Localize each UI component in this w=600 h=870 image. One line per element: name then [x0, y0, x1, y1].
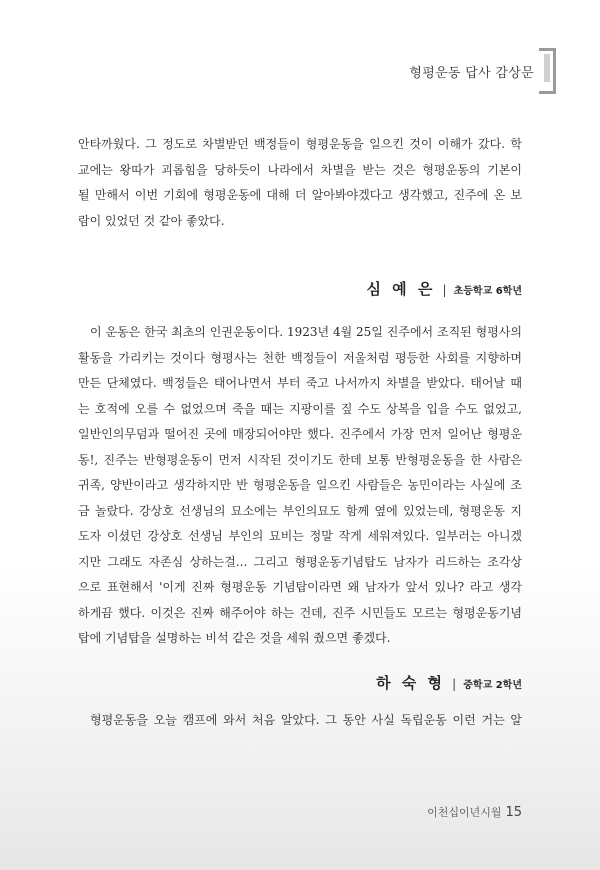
- page-number: 15: [505, 805, 522, 820]
- text-line: 람이 있었던 것 같아 좋았다.: [78, 213, 225, 228]
- text-line: 동!, 진주는 반형평운동이 먼저 시작된 것이기도 한데 보통 반형평운동을 한 사람은: [78, 452, 522, 467]
- text-line: 도자 이셨던 강상호 선생님 부인의 묘비는 정말 작게 세워져있다. 일부러는 아니겠: [78, 529, 522, 543]
- text-line: 이 운동은 한국 최초의 인권운동이다. 1923년 4월 25일 진주에서 조직된 형평사의: [90, 325, 522, 339]
- author-byline-2: [376, 672, 522, 693]
- author-name: 하 숙 형: [376, 674, 446, 692]
- essay-paragraph-3: [78, 708, 522, 734]
- author-byline-1: [366, 278, 522, 299]
- text-line: 지만 그래도 자존심 상하는걸... 그리고 형평운동기념탑도 남자가 리드하는 조각상: [78, 554, 522, 569]
- page-footer: [427, 804, 522, 820]
- essay-paragraph-2: [78, 320, 522, 652]
- text-line: 활동을 가리키는 것이다 형평사는 천한 백정들이 저울처럼 평등한 사회를 지향하며: [78, 350, 522, 365]
- byline-separator: |: [442, 283, 447, 297]
- running-header-title: 형평운동 답사 감상문: [409, 66, 534, 81]
- text-line: 될 만해서 이번 기회에 형평운동에 대해 더 알아봐야겠다고 생각했고, 진주에 온 보: [78, 188, 522, 202]
- text-line: 일반인의무덤과 떨어진 곳에 매장되어야만 했다. 진주에서 가장 먼저 일어난 형평운: [78, 427, 522, 441]
- text-line: 탑에 기념탑을 설명하는 비석 같은 것을 세워 줬으면 좋겠다.: [78, 631, 391, 645]
- text-line: 귀족, 양반이라고 생각하지만 반 형평운동을 일으킨 사람들은 농민이라는 사실에 조: [78, 478, 522, 492]
- text-line: 교에는 왕따가 괴롭힘을 당하듯이 나라에서 차별을 받는 것은 형평운동의 기본이: [78, 162, 522, 177]
- text-line: 안타까웠다. 그 정도로 차별받던 백정들이 형평운동을 일으킨 것이 이해가 갔다. 학: [78, 137, 522, 151]
- byline-separator: |: [452, 677, 457, 691]
- text-line: 만든 단체였다. 백정들은 태어나면서 부터 죽고 나서까지 차별을 받았다. 태어날 때: [78, 376, 522, 390]
- text-line: 형평운동을 오늘 캠프에 와서 처음 알았다. 그 동안 사실 독립운동 이런 거는 알: [90, 713, 522, 727]
- author-grade: 초등학교 6학년: [453, 286, 522, 297]
- footer-label: 이천십이년시월: [427, 806, 502, 819]
- text-line: 금 놀랐다. 강상호 선생님의 묘소에는 부인의묘도 함께 옆에 있었는데, 형평운동 지: [78, 503, 522, 518]
- text-line: 는 호적에 오를 수 없었으며 죽을 때는 지팡이를 짚 수도 상복을 입을 수도 없었고,: [78, 401, 522, 416]
- author-name: 심 예 은: [366, 280, 436, 298]
- author-grade: 중학교 2학년: [463, 680, 522, 691]
- header-bracket-accent: [544, 54, 550, 82]
- text-line: 하게끔 했다. 이것은 진짜 해주어야 하는 건데, 진주 시민들도 모르는 형평운동기념: [78, 605, 522, 620]
- text-line: 으로 표현해서 '이게 진짜 형평운동 기념탑이라면 왜 남자가 앞서 있나? 라고 생각: [78, 580, 522, 594]
- essay-paragraph-1: [78, 132, 522, 234]
